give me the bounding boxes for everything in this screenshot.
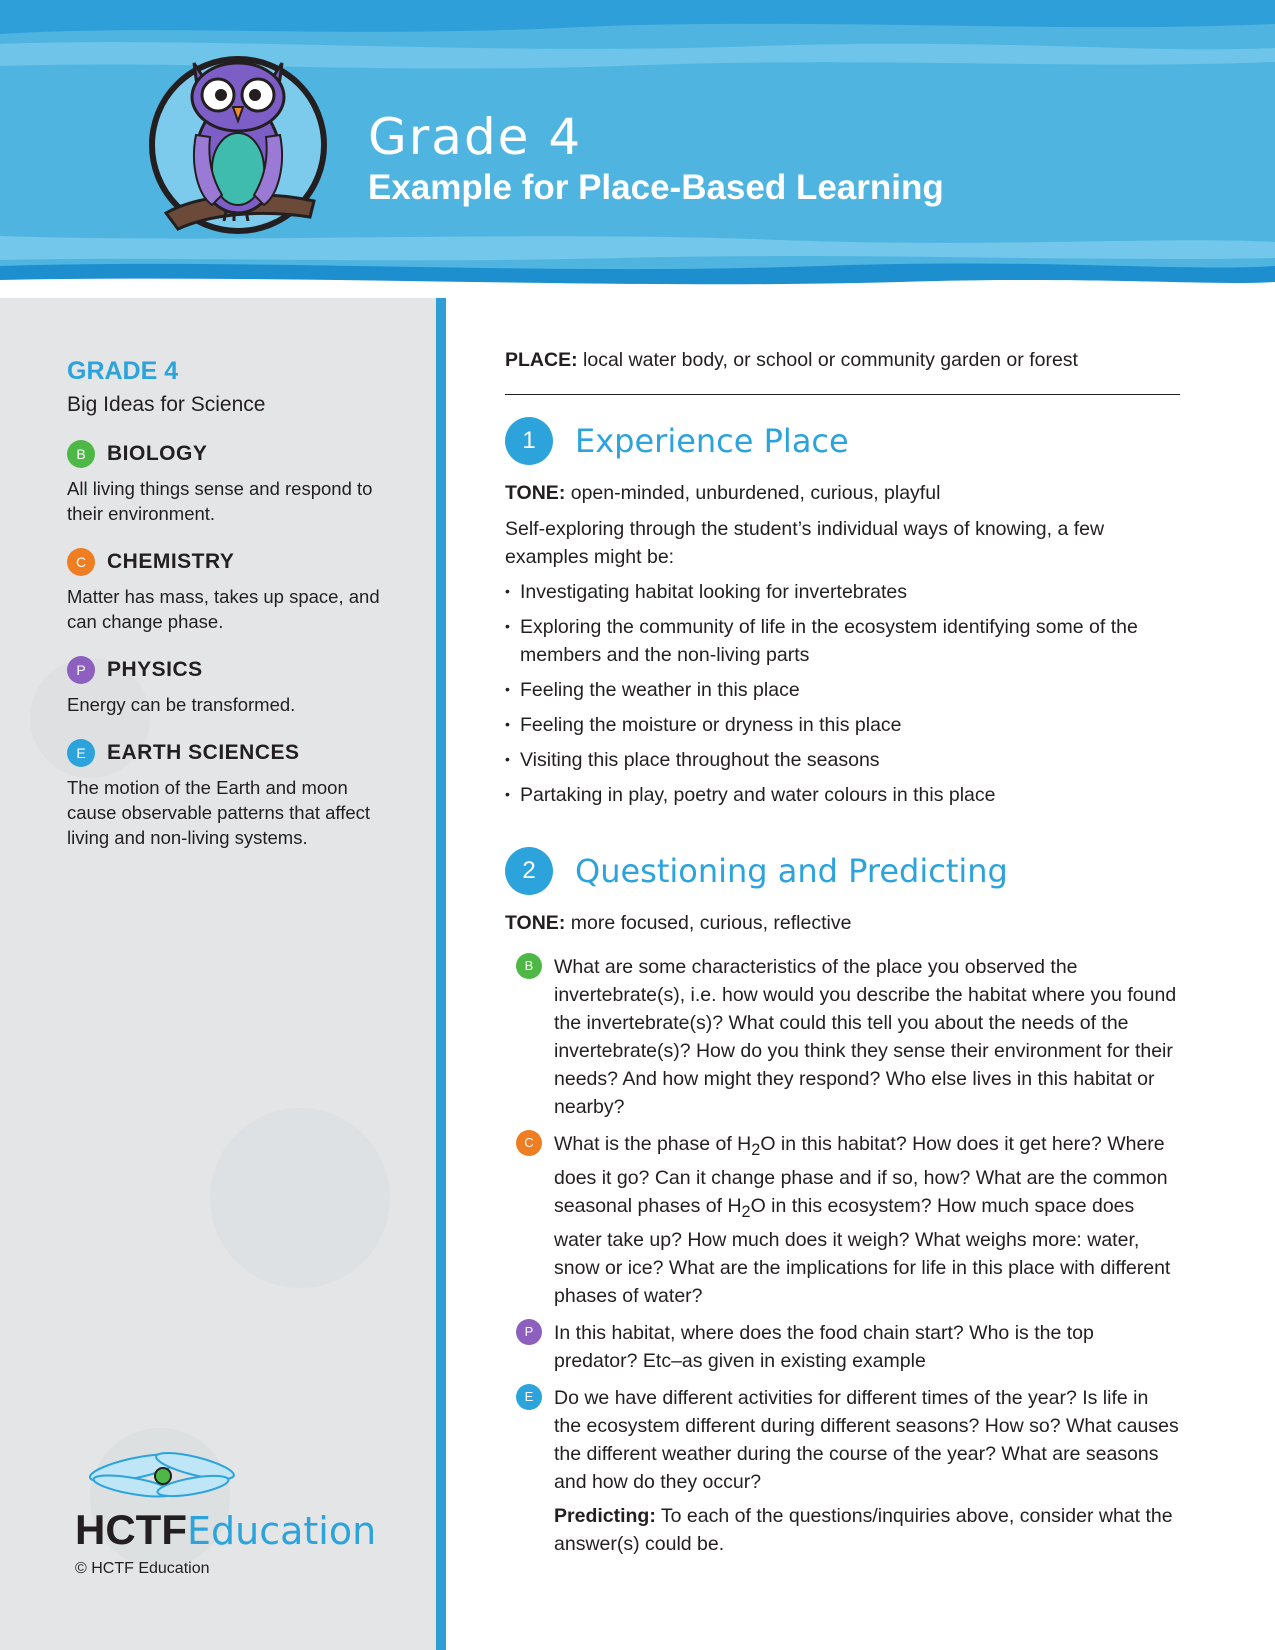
question-physics (505, 1319, 1180, 1375)
header-title-block (368, 108, 944, 210)
main-content (505, 346, 1180, 1577)
tone-text: more focused, curious, reflective (570, 912, 852, 934)
question-biology (505, 953, 1180, 1121)
page-header (0, 0, 1275, 300)
bullet-list (505, 578, 1180, 809)
idea-chemistry (67, 548, 387, 634)
question-chemistry (505, 1130, 1180, 1310)
tone-label: TONE: (505, 912, 566, 934)
idea-title: BIOLOGY (107, 442, 208, 465)
list-item: • Feeling the moisture or dryness in this place (505, 711, 1180, 739)
idea-title: PHYSICS (107, 658, 203, 681)
section-2-heading (505, 847, 1180, 895)
list-item: • Feeling the weather in this place (505, 676, 1180, 704)
place-text: local water body, or school or community garden or forest (583, 349, 1078, 371)
big-ideas-heading: Big Ideas for Science (67, 393, 266, 416)
list-item: • Investigating habitat looking for invertebrates (505, 578, 1180, 606)
owl-icon (138, 45, 338, 245)
section-number-icon: 2 (505, 847, 553, 895)
logo-education-text: Education (187, 1509, 375, 1553)
idea-text: All living things sense and respond to their environment. (67, 478, 373, 524)
question-list (505, 953, 1180, 1558)
section-1-heading (505, 417, 1180, 465)
physics-badge-icon: P (67, 656, 95, 684)
place-label: PLACE: (505, 349, 578, 371)
grade-label: GRADE 4 (67, 357, 179, 385)
list-item: • Partaking in play, poetry and water colours in this place (505, 781, 1180, 809)
question-text: What are some characteristics of the place you observed the invertebrate(s), i.e. how would you describe the habitat where you found the invertebrate(s)? What could this tell you about the needs of the invertebrate(s)? How do you think they sense their environment for their needs? And how might they respond? Who else lives in this habitat or nearby? (554, 956, 1177, 1118)
chemistry-badge-icon: C (67, 548, 95, 576)
tone-line (505, 909, 1180, 937)
question-text: In this habitat, where does the food chain start? Who is the top predator? Etc–as given in existing example (554, 1321, 1094, 1372)
predicting-note (505, 1502, 1180, 1558)
predicting-text: To each of the questions/inquiries above, consider what the answer(s) could be. (554, 1504, 1173, 1555)
section-title: Questioning and Predicting (575, 852, 1008, 890)
tone-label: TONE: (505, 482, 566, 504)
biology-badge-icon: B (67, 440, 95, 468)
idea-title: CHEMISTRY (107, 550, 235, 573)
section-title: Experience Place (575, 422, 849, 460)
idea-text: Matter has mass, takes up space, and can change phase. (67, 586, 380, 632)
question-text: O in this habitat? How does it get here? Where does it go? Can it change phase and if so, how? What are the common seasonal phases of H (554, 1133, 1168, 1217)
idea-text: Energy can be transformed. (67, 694, 296, 715)
section-intro: Self-exploring through the student’s individual ways of knowing, a few examples might be: (505, 518, 1105, 568)
chemistry-badge-icon: C (516, 1130, 542, 1156)
big-ideas-panel (67, 356, 387, 850)
physics-badge-icon: P (516, 1319, 542, 1345)
idea-title: EARTH SCIENCES (107, 741, 300, 764)
hctf-education-logo (75, 1448, 375, 1558)
idea-text: The motion of the Earth and moon cause observable patterns that affect living and non-living systems. (67, 777, 371, 848)
earth-sciences-badge-icon: E (516, 1384, 542, 1410)
divider (505, 394, 1180, 395)
predicting-label: Predicting: (554, 1504, 656, 1527)
question-text: Do we have different activities for different times of the year? Is life in the ecosystem different during different seasons? How so? What causes the different weather during the course of the year? What are seasons and how do they occur? (554, 1386, 1179, 1493)
list-item: • Visiting this place throughout the seasons (505, 746, 1180, 774)
question-text: What is the phase of H (554, 1133, 752, 1155)
owl-illustration (138, 45, 338, 245)
tone-text: open-minded, unburdened, curious, playful (570, 482, 941, 504)
earth-sciences-badge-icon: E (67, 739, 95, 767)
biology-badge-icon: B (516, 953, 542, 979)
idea-earth-sciences (67, 739, 387, 850)
tone-line (505, 479, 1180, 507)
dragonfly-icon (75, 1448, 375, 1558)
question-earth-sciences (505, 1384, 1180, 1496)
section-number-icon: 1 (505, 417, 553, 465)
question-text: O in this ecosystem? How much space does water take up? How much does it weigh? What weighs more: water, snow or ice? What are the implications for life in this place with different phases of water? (554, 1194, 1171, 1307)
grade-title: Grade 4 (368, 108, 583, 166)
place-line (505, 346, 1180, 374)
logo-hctf-text: HCTF (75, 1506, 187, 1553)
idea-physics (67, 656, 387, 717)
page-subtitle: Example for Place-Based Learning (368, 168, 944, 207)
copyright: © HCTF Education (75, 1560, 210, 1577)
sidebar-divider (436, 298, 446, 1650)
subscript: 2 (741, 1202, 751, 1221)
idea-biology (67, 440, 387, 526)
subscript: 2 (751, 1140, 761, 1159)
list-item: • Exploring the community of life in the ecosystem identifying some of the members and the non-living parts (505, 613, 1180, 669)
